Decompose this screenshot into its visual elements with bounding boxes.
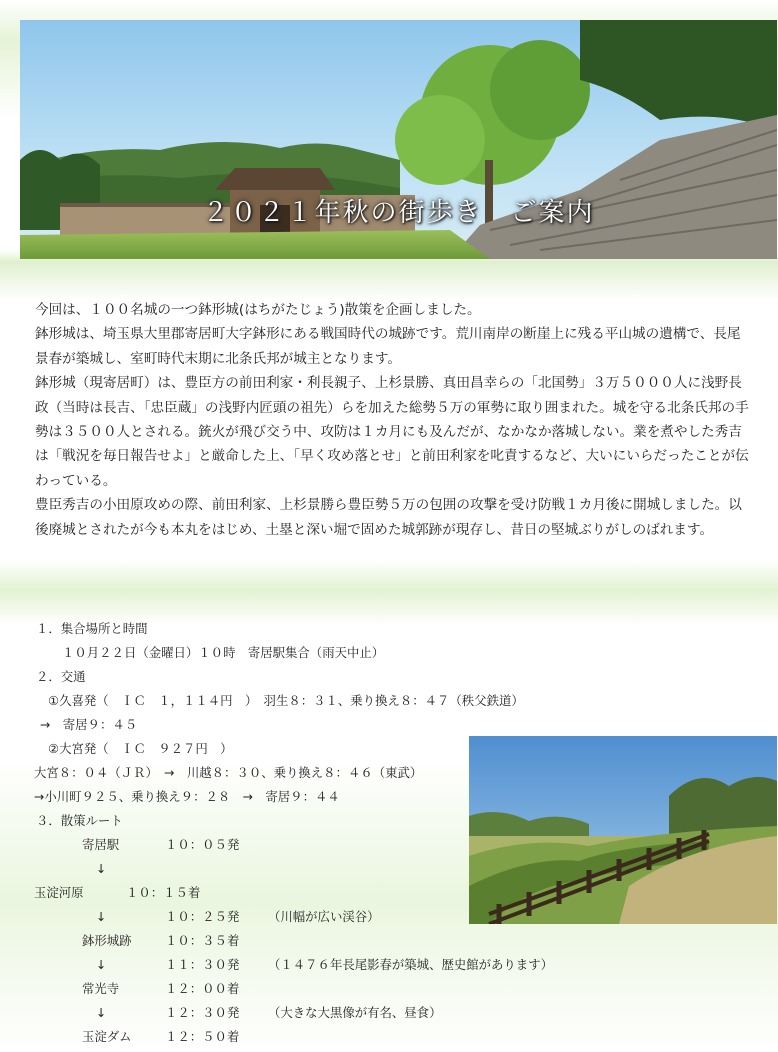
route-place: 玉淀河原 (34, 885, 84, 900)
section-2-heading: ２．交通 (36, 669, 86, 684)
route-arrow: ↓ (96, 909, 107, 924)
hero-photo (20, 20, 777, 259)
route-note: （川幅が広い渓谷） (268, 909, 380, 924)
route-place: 鉢形城跡 (82, 933, 132, 948)
route-time: １１：３０発 (165, 957, 240, 972)
route-arrow: ↓ (96, 1005, 107, 1020)
route-note: （大きな大黒像が有名、昼食） (268, 1005, 442, 1020)
transport-line: 大宮８：０４（ＪＲ） → 川越８：３０、乗り換え８：４６（東武） (34, 765, 423, 780)
route-arrow: ↓ (96, 861, 107, 876)
transport-line: →小川町９２５、乗り換え９：２８ → 寄居９：４４ (34, 789, 340, 804)
route-arrow: ↓ (96, 957, 107, 972)
castle-ruins-image (469, 736, 777, 924)
route-time: １２：００着 (165, 981, 240, 996)
page-title: ２０２１年秋の街歩き ご案内 (202, 198, 595, 228)
section-3-heading: ３．散策ルート (36, 813, 123, 828)
castle-ruins-photo (469, 736, 777, 924)
route-place: 寄居駅 (82, 837, 120, 852)
route-time: １０：１５着 (126, 885, 201, 900)
section-1-heading: １．集合場所と時間 (36, 621, 148, 636)
intro-paragraph: 今回は、１００名城の一つ鉢形城(はちがたじょう)散策を企画しました。 (35, 302, 481, 318)
intro-paragraph: 鉢形城（現寄居町）は、豊臣方の前田利家・利長親子、上杉景勝、真田昌幸らの「北国勢」３万５０００人に浅野長政（当時は長吉、「忠臣蔵」の浅野内匠頭の祖先）らを加えた総勢５万の軍勢に取り囲まれた。城を守る北条氏邦の手勢は３５００人とされる。銃火が飛び交う中、攻防は１カ月にも及んだが、なかなか落城しない。業を煮やした秀吉は「戦況を毎日報告せよ」と厳命した上、「早く攻め落とせ」と前田利家を叱責するなど、大いにいらだったことが伝わっている。 (35, 375, 749, 489)
route-time: １０：０５発 (165, 837, 240, 852)
intro-text (35, 298, 753, 542)
route-time: １２：３０発 (165, 1005, 240, 1020)
transport-line: → 寄居９：４５ (40, 717, 138, 732)
route-note: （１４７６年長尾影春が築城、歴史館があります） (268, 957, 553, 972)
transport-line: ②大宮発（ ＩＣ ９２７円 ） (48, 741, 233, 756)
route-time: １０：３５着 (165, 933, 240, 948)
transport-line: ①久喜発（ ＩＣ １，１１４円 ） 羽生８：３１、乗り換え８：４７（秩父鉄道） (48, 693, 524, 708)
route-time: １０：２５発 (165, 909, 240, 924)
route-place: 常光寺 (82, 981, 120, 996)
intro-paragraph: 鉢形城は、埼玉県大里郡寄居町大字鉢形にある戦国時代の城跡です。荒川南岸の断崖上に残る平山城の遺構で、長尾景春が築城し、室町時代末期に北条氏邦が城主となります。 (35, 326, 741, 367)
meeting-info: １０月２２日（金曜日）１０時 寄居駅集合（雨天中止） (62, 645, 385, 660)
route-time: １２：５０着 (165, 1029, 240, 1044)
route-place: 玉淀ダム (82, 1029, 132, 1044)
intro-paragraph: 豊臣秀吉の小田原攻めの際、前田利家、上杉景勝ら豊臣勢５万の包囲の攻撃を受け防戦１カ月後に開城しました。以後廃城とされたが今も本丸をはじめ、土塁と深い堀で固めた城郭跡が現存し、昔日の堅城ぶりがしのばれます。 (35, 497, 742, 538)
